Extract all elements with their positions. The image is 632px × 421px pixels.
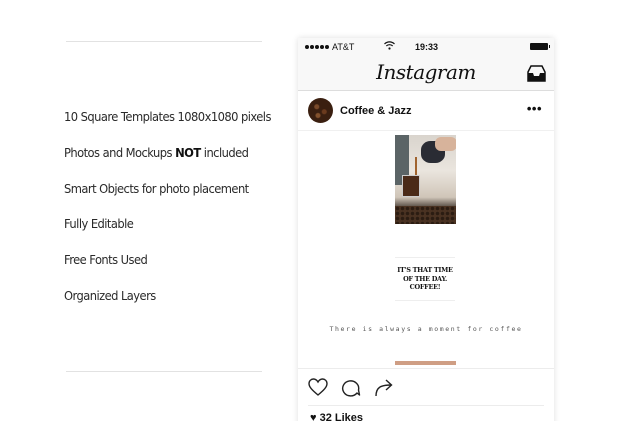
likes-label: 32 Likes [319, 412, 364, 421]
post-header [298, 91, 554, 131]
feature-item: Organized Layers [64, 287, 156, 303]
quote-line: IT'S THAT TIME [397, 266, 453, 274]
clock: 19:33 [415, 42, 439, 52]
avatar[interactable] [308, 98, 333, 123]
bottom-divider [66, 371, 262, 372]
coffee-photo [395, 135, 456, 224]
feature-item: Smart Objects for photo placement [64, 180, 249, 196]
feature-item [64, 144, 271, 180]
wifi-icon [384, 41, 395, 50]
carrier [305, 42, 354, 52]
post-actions [298, 368, 554, 406]
comment-icon[interactable] [341, 378, 361, 397]
app-logo: Instagram [376, 60, 476, 84]
carrier-name: AT&T [332, 42, 355, 52]
heart-icon[interactable] [308, 378, 328, 396]
likes-count[interactable]: ♥ 32 Likes [310, 412, 363, 421]
inbox-tray-icon[interactable] [527, 65, 546, 82]
quote-line: OF THE DAY. [403, 274, 447, 283]
feature-list [64, 108, 289, 323]
battery-icon [530, 43, 548, 50]
post-username[interactable]: Coffee & Jazz [340, 105, 412, 117]
app-navbar [298, 56, 554, 91]
feature-item: Fully Editable [64, 216, 134, 232]
top-divider [66, 41, 262, 42]
feature-text: Photos and Mockups [64, 144, 176, 160]
feature-emphasis: NOT [175, 144, 201, 160]
actions-divider [308, 405, 544, 406]
feature-item: 10 Square Templates 1080x1080 pixels [64, 109, 271, 124]
feature-text: included [200, 144, 249, 160]
signal-icon [305, 45, 329, 49]
more-dots-icon[interactable]: ••• [526, 101, 542, 116]
accent-bar [395, 361, 456, 365]
quote-box [395, 257, 455, 301]
status-bar [298, 38, 554, 56]
phone-mockup [298, 38, 554, 421]
quote-line: COFFEE! [409, 283, 441, 291]
share-icon[interactable] [374, 378, 394, 397]
post-image [298, 131, 554, 368]
feature-item: Free Fonts Used [64, 252, 148, 268]
post-tagline: There is always a moment for coffee [329, 325, 523, 333]
